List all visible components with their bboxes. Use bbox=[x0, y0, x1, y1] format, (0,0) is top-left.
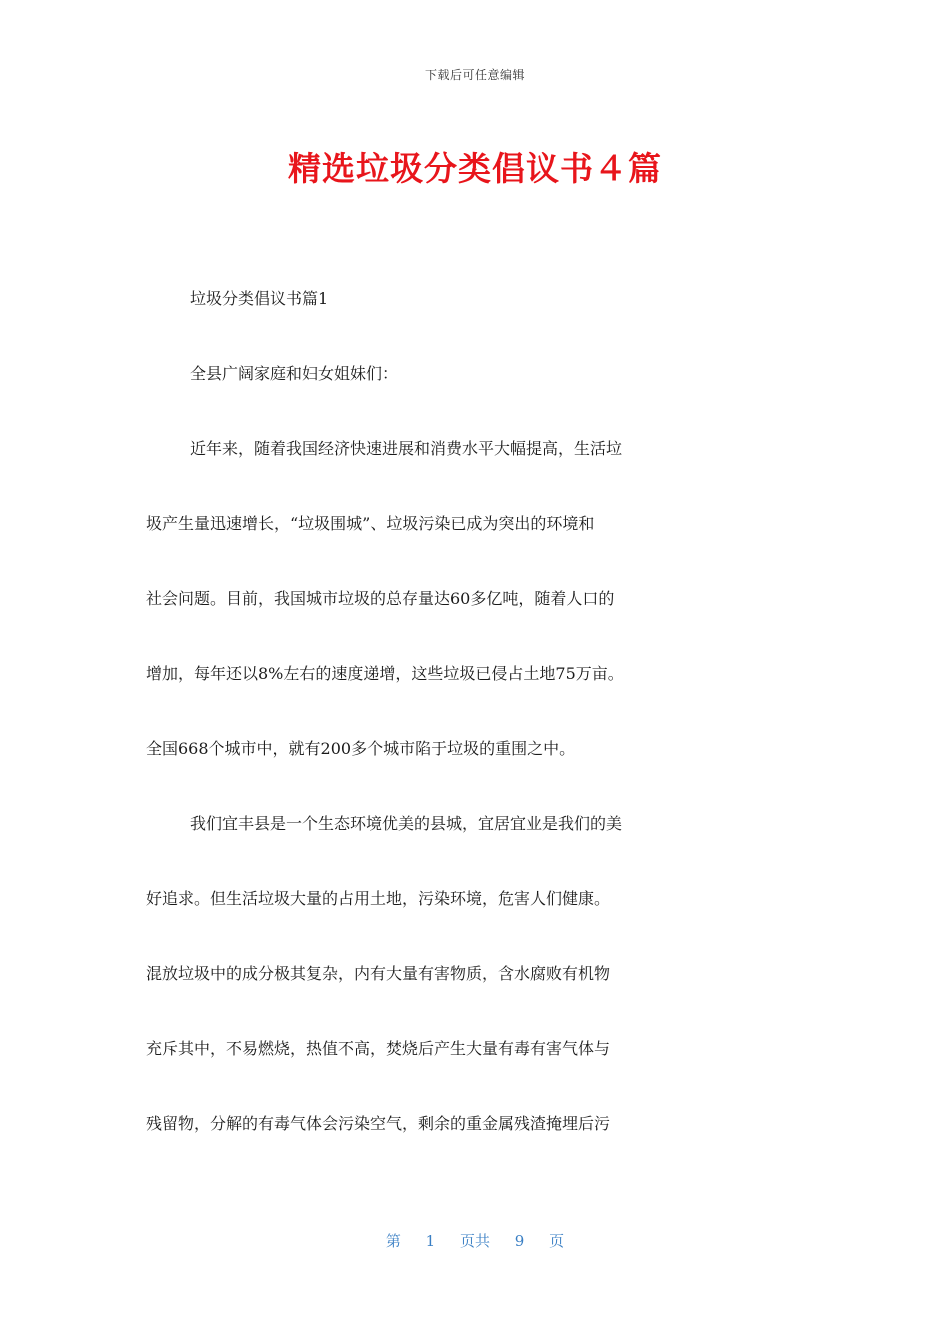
document-body bbox=[146, 280, 806, 1180]
page-footer bbox=[0, 1230, 950, 1251]
page-label-mid: 页共 bbox=[459, 1232, 490, 1250]
document-title: 精选垃圾分类倡议书４篇 bbox=[288, 149, 662, 188]
page-label-prefix: 第 bbox=[385, 1232, 401, 1250]
paragraph-line: 全国668个城市中，就有200多个城市陷于垃圾的重围之中。 bbox=[146, 739, 576, 758]
total-pages-number: 9 bbox=[514, 1232, 525, 1250]
page-label-suffix: 页 bbox=[549, 1232, 565, 1250]
current-page-number: 1 bbox=[425, 1232, 436, 1250]
paragraph-line: 增加，每年还以8%左右的速度递增，这些垃圾已侵占土地75万亩。 bbox=[146, 664, 624, 683]
salutation: 全县广阔家庭和妇女姐妹们： bbox=[190, 364, 399, 383]
paragraph-line: 好追求。但生活垃圾大量的占用土地，污染环境，危害人们健康。 bbox=[146, 889, 611, 908]
paragraph-line: 社会问题。目前，我国城市垃圾的总存量达60多亿吨，随着人口的 bbox=[146, 589, 615, 608]
paragraph-line: 混放垃圾中的成分极其复杂，内有大量有害物质，含水腐败有机物 bbox=[146, 964, 611, 983]
paragraph-line: 近年来，随着我国经济快速进展和消费水平大幅提高，生活垃 bbox=[190, 439, 623, 458]
paragraph-line: 残留物，分解的有毒气体会污染空气，剩余的重金属残渣掩埋后污 bbox=[146, 1114, 611, 1133]
paragraph-line: 我们宜丰县是一个生态环境优美的县城，宜居宜业是我们的美 bbox=[190, 814, 623, 833]
section-heading: 垃圾分类倡议书篇1 bbox=[190, 289, 329, 308]
header-note: 下载后可任意编辑 bbox=[424, 68, 525, 82]
paragraph-line: 圾产生量迅速增长，“垃圾围城”、垃圾污染已成为突出的环境和 bbox=[146, 514, 595, 533]
paragraph-line: 充斥其中，不易燃烧，热值不高，焚烧后产生大量有毒有害气体与 bbox=[146, 1039, 611, 1058]
